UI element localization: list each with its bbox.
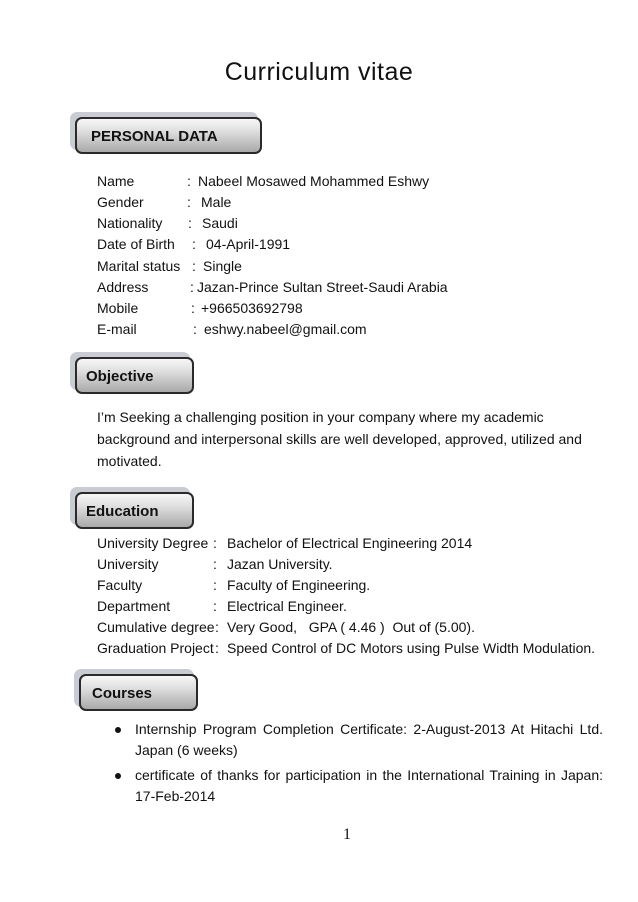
bullet-icon xyxy=(115,727,121,733)
field-value: Saudi xyxy=(202,215,238,231)
field-value: Speed Control of DC Motors using Pulse Width Modulation. xyxy=(227,640,596,656)
objective-text: I’m Seeking a challenging position in your company where my academic background and interpersonal skills are well developed, approved, utilized and motivated. xyxy=(97,409,582,469)
field-label: University xyxy=(97,556,159,572)
page-number: 1 xyxy=(343,826,351,843)
field-separator: : xyxy=(192,258,196,274)
field-value: Electrical Engineer. xyxy=(227,598,347,614)
field-label: Mobile xyxy=(97,300,139,316)
field-separator: : xyxy=(190,279,194,295)
field-value: Bachelor of Electrical Engineering 2014 xyxy=(227,535,473,551)
field-label: Marital status xyxy=(97,258,181,274)
field-value: 04-April-1991 xyxy=(206,236,291,252)
field-value: Very Good, GPA ( 4.46 ) Out of (5.00). xyxy=(227,619,475,635)
field-label: Graduation Project xyxy=(97,640,214,656)
section-banner-education xyxy=(70,487,194,529)
field-separator: : xyxy=(187,194,191,210)
section-heading-personal-data: PERSONAL DATA xyxy=(75,117,262,154)
field-separator: : xyxy=(213,577,217,593)
field-label: Date of Birth xyxy=(97,236,175,252)
field-value: Male xyxy=(201,194,232,210)
field-label: Nationality xyxy=(97,215,163,231)
section-heading-objective: Objective xyxy=(75,357,194,394)
section-banner-courses xyxy=(74,669,198,711)
list-item xyxy=(113,719,603,761)
field-label: University Degree xyxy=(97,535,209,551)
field-separator: : xyxy=(193,321,197,337)
field-separator: : xyxy=(187,173,191,189)
field-separator: : xyxy=(188,215,192,231)
field-label: Name xyxy=(97,173,135,189)
course-text: Internship Program Completion Certificate: 2-August-2013 At Hitachi Ltd. Japan (6 weeks) xyxy=(135,721,603,758)
field-separator: : xyxy=(191,300,195,316)
field-separator: : xyxy=(213,598,217,614)
field-label: Cumulative degree xyxy=(97,619,215,635)
field-separator: : xyxy=(215,640,219,656)
section-heading-education: Education xyxy=(75,492,194,529)
course-text: certificate of thanks for participation in the International Training in Japan: 17-Feb-2014 xyxy=(135,767,603,804)
field-label: Address xyxy=(97,279,149,295)
courses-list xyxy=(113,719,603,811)
page-title: Curriculum vitae xyxy=(224,58,414,86)
field-label: Faculty xyxy=(97,577,143,593)
field-label: Gender xyxy=(97,194,144,210)
section-heading-courses: Courses xyxy=(79,674,198,711)
list-item xyxy=(113,765,603,807)
field-separator: : xyxy=(213,535,217,551)
field-label: Department xyxy=(97,598,171,614)
bullet-icon xyxy=(115,773,121,779)
field-label: E-mail xyxy=(97,321,137,337)
field-value: eshwy.nabeel@gmail.com xyxy=(204,321,367,337)
section-banner-personal-data xyxy=(70,112,262,154)
field-value: Faculty of Engineering. xyxy=(227,577,371,593)
section-banner-objective xyxy=(70,352,194,394)
field-value: Jazan University. xyxy=(227,556,333,572)
field-separator: : xyxy=(213,556,217,572)
field-separator: : xyxy=(215,619,219,635)
field-value: Nabeel Mosawed Mohammed Eshwy xyxy=(198,173,430,189)
field-value: Single xyxy=(203,258,242,274)
field-separator: : xyxy=(192,236,196,252)
field-value: +966503692798 xyxy=(201,300,303,316)
field-value: Jazan-Prince Sultan Street-Saudi Arabia xyxy=(197,279,448,295)
